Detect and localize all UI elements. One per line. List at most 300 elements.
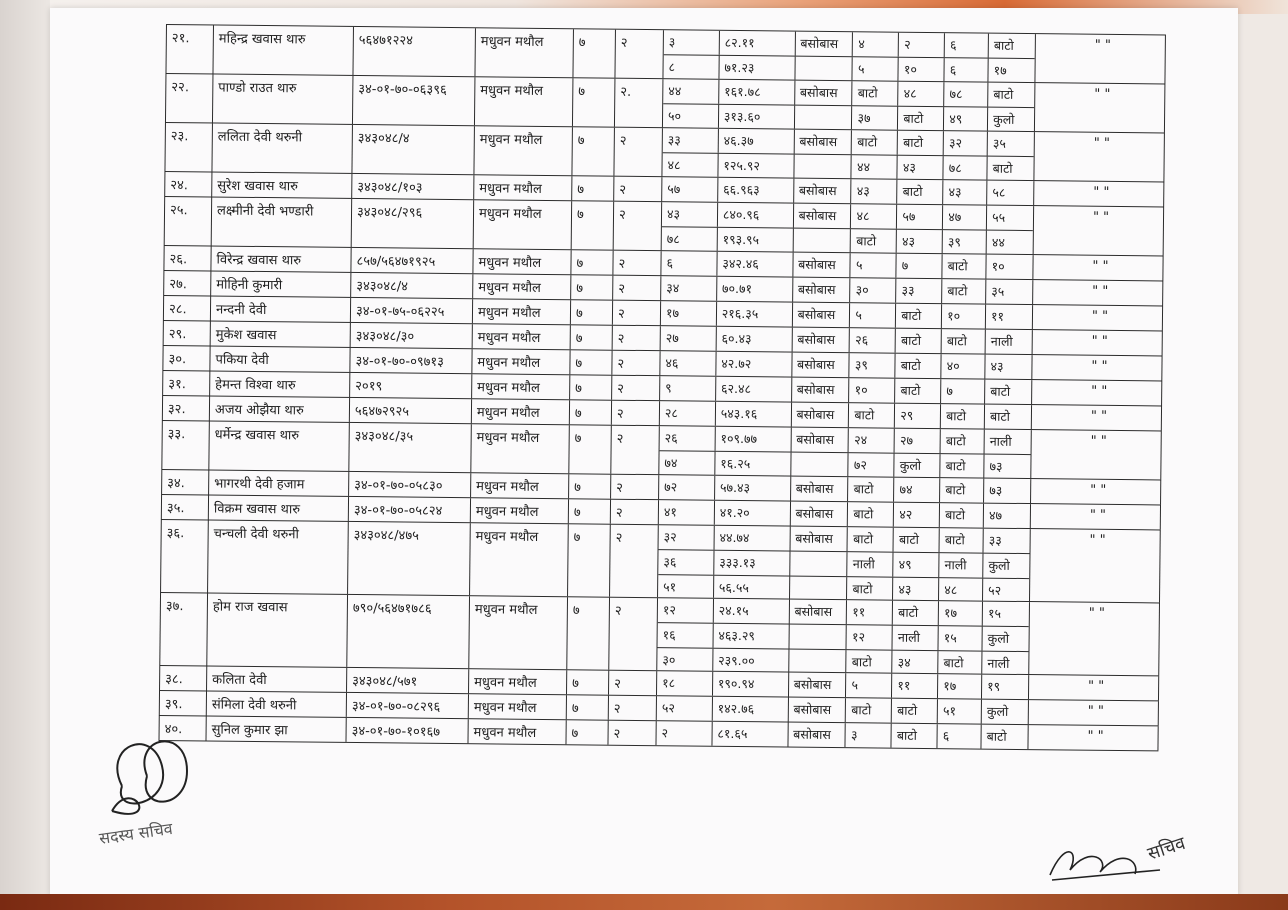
background-left-edge [0,0,50,910]
plot-row [663,79,1034,108]
plot-number: ३२ [659,525,715,550]
remark: " " [1032,355,1162,380]
owner-name: नन्दनी देवी [211,296,351,321]
boundary-west: १० [899,58,945,82]
plot-row [658,550,1029,579]
plot-number: ४८ [662,153,718,178]
plot-number: ५२ [657,696,713,721]
boundary-east: ३७ [852,106,898,130]
remark: " " [1031,430,1161,479]
land-type: बसोबास [792,303,850,328]
vdc-name: मधुवन मथौल [473,299,571,324]
plot-number: ३६ [658,550,714,575]
citizenship-id: २०१९ [350,373,472,398]
citizenship-id: ३४३०४८/३५ [349,423,471,472]
boundary-north: ४७ [988,507,1003,523]
plot-row [662,202,1033,231]
plot-details [659,426,1031,478]
boundary-south: बाटो [942,279,986,303]
serial-number: २२. [165,74,214,123]
serial-number: २५. [164,197,213,246]
remark: " " [1035,83,1165,132]
serial-number: ३३. [161,421,210,470]
citizenship-id: ३४-०१-७०-१०१६७ [346,718,468,743]
owner-name: भागरथी देवी हजाम [209,470,349,495]
boundary-east: ४ [853,32,899,56]
boundary-north: ५५ [992,209,1006,225]
ward-number: ७ [567,597,610,669]
boundary-west: बाटो [896,304,942,328]
citizenship-id: ३४-०१-७०-०५८२४ [349,497,471,522]
plot-details [663,79,1035,131]
ward-number: ७ [571,300,613,324]
boundary-south: ६ [938,724,982,748]
land-type: बसोबास [791,403,849,428]
boundary-north: बाटो [993,86,1014,102]
signature-text: सचिव [1145,832,1188,865]
owner-name: चन्चली देवी थरुनी [208,520,349,593]
plot-area: १९०.९४ [713,672,789,697]
vdc-name: मधुवन मथौल [468,719,566,744]
land-type: बसोबास [789,673,847,698]
ward-number: ७ [569,499,611,523]
land-type: बसोबास [793,253,851,278]
owner-name: पकिया देवी [210,346,350,371]
serial-number: ३०. [162,346,210,371]
plot-number: २ [656,721,712,746]
plot-area: ६०.४३ [716,327,792,352]
boundary-south: बाटो [942,329,986,353]
plot-details [658,525,1031,601]
boundary-north: नाली [990,333,1013,349]
land-type: बसोबास [789,600,847,625]
boundary-west: ४२ [894,503,940,527]
boundary-west: २७ [895,429,941,453]
boundary-west: ४३ [897,230,943,254]
boundary-east: ५ [846,673,892,697]
vdc-name: मधुवन मथौल [473,274,571,299]
remark: " " [1033,305,1163,330]
owner-name: अजय ओझैया थारु [210,396,350,421]
plot-area: ३४२.४६ [717,252,793,277]
remark: " " [1031,504,1161,529]
plot-details [657,696,1029,724]
owner-name: महिन्द्र खवास थारु [213,26,353,75]
ward-number: ७ [566,720,608,744]
citizenship-id: ३४३०४८/१०३ [352,174,474,199]
serial-number: २८. [163,296,211,321]
plot-details [660,376,1032,404]
plot-row [660,401,1031,429]
plot-details [656,721,1028,749]
ward-number: ७ [568,524,611,596]
boundary-north: ३५ [992,135,1007,151]
plot-details [657,598,1030,674]
boundary-north: कुलो [986,703,1009,719]
plot-row [659,475,1030,503]
kitta-count: २ [609,671,657,696]
plot-row [657,696,1028,724]
plot-row [660,426,1031,455]
boundary-south: ४८ [939,578,983,601]
plot-number: २७ [661,326,717,351]
boundary-south: ४३ [943,180,987,204]
kitta-count: २ [613,276,661,301]
plot-number: ७८ [662,227,718,252]
boundary-south: नाली [939,553,983,577]
remark: " " [1028,725,1158,750]
plot-area: १४२.७६ [713,697,789,722]
kitta-count: २ [609,598,658,670]
owner-name: होम राज खवास [207,593,348,666]
owner-name: मुकेश खवास [211,321,351,346]
serial-number: ३८. [159,666,207,691]
vdc-name: मधुवन मथौल [471,424,569,473]
ward-number: ७ [571,275,613,299]
boundary-north: १५ [987,605,1002,621]
boundary-north: कुलो [988,557,1010,573]
land-type [790,552,848,577]
plot-row [663,55,1034,82]
boundary-west: बाटो [893,601,939,625]
owner-name: लक्ष्मीनी देवी भण्डारी [212,197,352,246]
boundary-north: कुलो [987,630,1010,646]
boundary-east: ५ [850,303,896,327]
plot-details [662,202,1034,254]
boundary-north: बाटो [989,408,1011,424]
plot-details [661,251,1033,279]
boundary-north: बाटो [992,160,1013,176]
vdc-name: मधुवन मथौल [474,126,572,175]
citizenship-id: ३४३०४८/४ [352,125,474,174]
plot-area: ४४.७४ [714,526,790,551]
citizenship-id: ५६४७१२२४ [353,27,475,76]
ward-number: ७ [569,474,611,498]
ward-number: ७ [570,350,612,374]
boundary-east: ४४ [852,155,898,179]
kitta-count: २ [611,500,659,525]
plot-area: २४.१५ [714,599,790,624]
boundary-north: बाटो [986,728,1007,744]
plot-area: ४२.७२ [716,352,792,377]
vdc-name: मधुवन मथौल [471,473,569,498]
serial-number: २४. [164,172,212,197]
boundary-south: बाटो [943,254,987,278]
citizenship-id: ३४३०४८/५७१ [347,668,469,693]
boundary-south: ७ [941,379,985,403]
land-record-table [158,24,1166,844]
land-type: बसोबास [795,32,853,57]
kitta-count: २ [611,475,659,500]
boundary-north: ३३ [988,532,1002,548]
boundary-north: ७३ [989,482,1003,498]
plot-number: ६ [661,251,717,276]
boundary-west: बाटो [892,724,938,748]
plot-row [658,575,1029,601]
kitta-count: २ [614,177,662,202]
ward-number: ७ [567,670,609,694]
boundary-south: ६ [945,58,989,82]
boundary-south: ६ [945,33,989,57]
serial-number: ३१. [162,371,210,396]
owner-name: पाण्डो राउत थारु [213,74,353,123]
plot-area: ३१३.६० [719,105,795,130]
boundary-west: ४९ [894,553,940,577]
boundary-east: ११ [847,600,893,624]
ward-number: ७ [572,127,615,175]
ward-number: ७ [570,400,612,424]
citizenship-id: ३४३०४८/४७५ [348,522,471,595]
kitta-count: २ [608,721,656,746]
kitta-count: २ [613,326,661,351]
remark: " " [1034,181,1164,206]
ward-number: ७ [573,78,616,126]
plot-details [661,276,1033,304]
remark: " " [1035,34,1165,83]
boundary-east: ७२ [849,453,895,477]
boundary-south: ५१ [938,699,982,723]
serial-number: ३५. [161,495,209,520]
kitta-count: २ [610,525,659,597]
boundary-west: नाली [893,626,939,650]
boundary-west: ५७ [897,205,943,229]
citizenship-id: ८५७/५६४७१९२५ [351,248,473,273]
plot-number: ४६ [660,351,716,376]
plot-details [660,401,1032,429]
citizenship-id: ३४-०१-७०-०८२९६ [347,693,469,718]
kitta-count: २ [613,251,661,276]
boundary-south: बाटो [941,404,985,428]
vdc-name: मधुवन मथौल [472,349,570,374]
boundary-south: ४० [942,354,986,378]
owner-name: विरेन्द्र खवास थारु [211,246,351,271]
plot-row [660,351,1031,379]
citizenship-id: ३४-०१-७०-०९७१३ [350,348,472,373]
remark: " " [1029,675,1159,700]
serial-number: २७. [163,271,211,296]
serial-number: ३७. [159,593,208,665]
owner-name: धर्मेन्द्र खवास थारु [209,421,349,470]
vdc-name: मधुवन मथौल [474,200,572,249]
plot-details [657,671,1029,699]
boundary-east: २६ [850,328,896,352]
kitta-count: २ [612,351,660,376]
plot-area: १०९.७७ [715,427,791,452]
plot-row [662,177,1033,205]
land-type: बसोबास [788,723,846,748]
plot-details [661,326,1033,354]
boundary-west: बाटो [898,180,944,204]
plot-row [664,30,1035,59]
land-type: बसोबास [790,527,848,552]
boundary-south: ७८ [944,156,988,180]
plot-area: ६२.४८ [716,377,792,402]
owner-name: मोहिनी कुमारी [211,271,351,296]
plot-area: १२५.९२ [718,154,794,179]
plot-number: १२ [658,598,714,623]
citizenship-id: ७९०/५६४७१७८६ [347,595,470,668]
plot-row [663,128,1034,157]
remark: " " [1032,405,1162,430]
boundary-south: ७८ [944,82,988,106]
kitta-count: २ [612,401,660,426]
boundary-east: बाटो [852,130,898,154]
land-type [795,106,853,131]
plot-number: २६ [660,426,716,451]
plot-area: ४६.३७ [719,129,795,154]
boundary-north: ११ [991,308,1005,324]
plot-number: २८ [660,401,716,426]
boundary-north: बाटो [990,383,1011,399]
boundary-west: ४३ [898,156,944,180]
vdc-name: मधुवन मथौल [475,77,573,126]
vdc-name: मधुवन मथौल [469,669,567,694]
owner-name: कलिता देवी [207,666,347,691]
plot-area: ५७.४३ [715,476,791,501]
citizenship-id: ३४-०१-७५-०६२२५ [351,298,473,323]
plot-area: २३९.०० [713,649,789,674]
land-type [793,229,851,254]
boundary-west: बाटो [895,379,941,403]
kitta-count: २ [612,376,660,401]
boundary-north: ७३ [989,458,1003,474]
stamp-text: सदस्य सचिव [97,818,174,848]
boundary-north: १७ [993,62,1007,78]
boundary-south: बाटो [940,528,984,552]
boundary-east: ४३ [852,179,898,203]
boundary-west: ४३ [893,578,939,601]
boundary-east: बाटो [846,698,892,722]
citizenship-id: ५६४७२९२५ [350,398,472,423]
plot-details [663,30,1035,82]
plot-area: १९३.९५ [717,228,793,253]
serial-number: २९. [163,321,211,346]
boundary-west: ११ [892,674,938,698]
boundary-north: १९ [987,678,1001,694]
plot-number: ८ [663,55,719,80]
boundary-north: ५८ [992,184,1006,200]
plot-number: ३३ [663,128,719,153]
boundary-south: १० [942,304,986,328]
boundary-west: २ [899,33,945,57]
land-type [789,625,847,650]
boundary-east: बाटो [848,527,894,551]
plot-number: १६ [658,623,714,648]
boundary-west: कुलो [895,454,941,478]
plot-row [662,227,1033,254]
boundary-north: कुलो [993,111,1015,127]
plot-area: ४१.२० [715,501,791,526]
plot-area: २१६.३५ [717,302,793,327]
land-type: बसोबास [790,502,848,527]
land-type [795,57,853,82]
plot-area: ८२.११ [720,31,796,56]
owner-name: सुनिल कुमार झा [206,716,346,741]
plot-row [657,648,1028,674]
vdc-name: मधुवन मथौल [473,249,571,274]
plot-area: ६६.९६३ [718,178,794,203]
plot-number: १८ [657,671,713,696]
stamp-mark [92,716,252,856]
boundary-west: ७ [897,254,943,278]
owner-name: ललिता देवी थरुनी [212,123,352,172]
plot-area: १६.२५ [715,452,791,477]
boundary-east: ३ [846,723,892,747]
boundary-east: बाटो [847,577,893,601]
plot-row [657,623,1028,652]
table-row [160,520,1161,603]
boundary-south: बाटो [940,503,984,527]
plot-area: ५४३.१६ [716,402,792,427]
boundary-south: ३२ [944,131,988,155]
boundary-west: ४८ [899,82,945,106]
land-type: बसोबास [792,378,850,403]
boundary-west: बाटो [894,528,940,552]
land-type [791,453,849,478]
plot-row [661,326,1032,354]
land-type [790,577,848,602]
boundary-east: १२ [847,625,893,649]
remark: " " [1034,132,1164,181]
plot-row [659,525,1030,554]
land-type: बसोबास [788,698,846,723]
table-row [159,593,1160,676]
serial-number: ३९. [159,691,207,716]
ward-number: ७ [572,201,615,249]
boundary-west: बाटो [896,329,942,353]
plot-row [661,301,1032,329]
serial-number: ३४. [161,470,209,495]
serial-number: ३६. [160,520,209,592]
plot-row [660,376,1031,404]
boundary-east: बाटो [847,650,893,674]
land-type: बसोबास [792,328,850,353]
plot-number: ७२ [659,475,715,500]
boundary-south: बाटो [940,478,984,502]
serial-number: ४०. [159,716,207,741]
plot-number: ७४ [659,451,715,476]
boundary-east: बाटो [849,477,895,501]
boundary-west: ७४ [894,478,940,502]
boundary-east: ३० [851,278,897,302]
boundary-south: ४९ [944,107,988,131]
owner-name: हेमन्त विश्वा थारु [210,371,350,396]
boundary-north: ४३ [990,358,1004,374]
kitta-count: २. [615,79,664,128]
boundary-west: ३३ [896,279,942,303]
plot-number: १७ [661,301,717,326]
ward-number: ७ [569,425,612,473]
vdc-name: मधुवन मथौल [469,694,567,719]
land-type: बसोबास [794,179,852,204]
plot-row [657,671,1028,699]
land-type: बसोबास [791,477,849,502]
plot-row [656,721,1027,749]
land-type: बसोबास [794,204,852,229]
remark: " " [1031,479,1161,504]
plot-area: ८१.६५ [712,722,788,747]
boundary-west: २९ [895,404,941,428]
boundary-north: नाली [989,433,1012,449]
plot-number: ४३ [662,202,718,227]
citizenship-id: ३४-०१-७०-०५८३० [349,472,471,497]
boundary-north: ५२ [988,582,1002,598]
remark: " " [1032,380,1162,405]
plot-details [659,500,1031,528]
boundary-east: बाटो [849,403,895,427]
plot-number: ९ [660,376,716,401]
boundary-south: १५ [939,626,983,650]
